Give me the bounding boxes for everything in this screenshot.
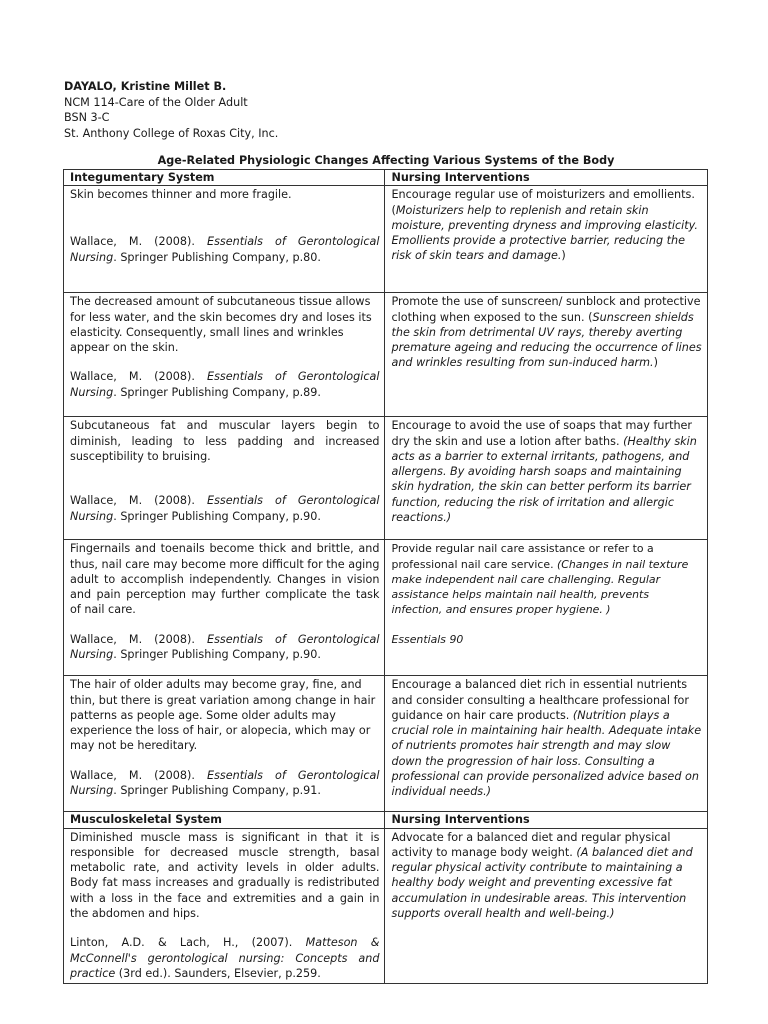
ref-rest: . Springer Publishing Company, p.90. bbox=[113, 648, 321, 662]
change-text: Skin becomes thinner and more fragile. bbox=[70, 188, 292, 202]
rationale-text: (Changes in nail texture make independent nail care challenging. Regular assistance helps maintain nail health, prevents infection, and ensures proper hygiene. ) bbox=[391, 557, 689, 617]
ref-author: Wallace, M. (2008). bbox=[70, 632, 195, 646]
school-name: St. Anthony College of Roxas City, Inc. bbox=[64, 126, 279, 140]
rationale-text: Moisturizers help to replenish and retain skin moisture, preventing dryness and improving elasticity. Emollients provide a protective barrier, reducing the risk of skin tears and damage. bbox=[391, 203, 698, 263]
intervention-text: Encourage regular use of moisturizers and emollients. ( bbox=[391, 188, 695, 217]
intervention-cell bbox=[385, 186, 708, 293]
change-cell bbox=[64, 828, 385, 984]
change-cell bbox=[64, 540, 385, 676]
ref-author: Wallace, M. (2008). bbox=[70, 494, 195, 508]
course-name: NCM 114-Care of the Older Adult bbox=[64, 95, 248, 109]
change-cell bbox=[64, 186, 385, 293]
section-header-row bbox=[64, 170, 708, 186]
intervention-text: Encourage to avoid the use of soaps that may further dry the skin and use a lotion after baths. bbox=[391, 419, 693, 448]
change-text: The hair of older adults may become gray, fine, and thin, but there is great variation among change in hair patterns as people age. Some older adults may experience the loss of hair, or alopecia, which may or may not be hereditary. bbox=[70, 678, 376, 753]
intervention-text: Advocate for a balanced diet and regular physical activity to manage body weight. bbox=[391, 830, 671, 859]
change-cell bbox=[64, 293, 385, 417]
change-cell bbox=[64, 417, 385, 540]
reference bbox=[70, 234, 379, 265]
reference bbox=[70, 369, 379, 400]
intervention-cell bbox=[385, 828, 708, 984]
ref-rest: . Springer Publishing Company, p.89. bbox=[113, 385, 321, 399]
reference bbox=[70, 768, 379, 799]
ref-title: Essentials of Gerontological Nursing bbox=[70, 370, 380, 399]
ref-title: Essentials of Gerontological Nursing bbox=[70, 632, 380, 662]
intervention-cell bbox=[385, 293, 708, 417]
intervention-text: Encourage a balanced diet rich in essential nutrients and consider consulting a healthcare professional for guidance on hair care products. bbox=[391, 678, 689, 722]
intervention-cell bbox=[385, 417, 708, 540]
ref-rest: (3rd ed.). Saunders, Elsevier, p.259. bbox=[115, 966, 321, 980]
ref-title: Essentials of Gerontological Nursing bbox=[70, 235, 380, 264]
intervention-cell bbox=[385, 676, 708, 812]
change-text: The decreased amount of subcutaneous tissue allows for less water, and the skin becomes dry and loses its elasticity. Consequently, small lines and wrinkles appear on the skin. bbox=[70, 295, 372, 355]
ref-author: Wallace, M. (2008). bbox=[70, 235, 195, 249]
ref-author: Wallace, M. (2008). bbox=[70, 768, 195, 782]
table-row bbox=[64, 293, 708, 417]
change-text: Diminished muscle mass is significant in that it is responsible for decreased muscle strength, basal metabolic rate, and activity levels in older adults. Body fat mass increases and gradually is redistributed with a loss in the face and extremities and a gain in the abdomen and hips. bbox=[70, 830, 380, 921]
closing-paren: ) bbox=[653, 356, 658, 370]
reference bbox=[70, 632, 379, 663]
table-row bbox=[64, 417, 708, 540]
student-header bbox=[64, 79, 278, 141]
ref-author: Linton, A.D. & Lach, H., (2007). bbox=[70, 936, 293, 950]
table-row bbox=[64, 676, 708, 812]
ref-rest: . Springer Publishing Company, p.90. bbox=[113, 509, 321, 523]
intervention-text: Promote the use of sunscreen/ sunblock and protective clothing when exposed to the sun. ( bbox=[391, 295, 701, 324]
table-row bbox=[64, 186, 708, 293]
change-text: Subcutaneous fat and muscular layers begin to diminish, leading to less padding and increased susceptibility to bruising. bbox=[70, 419, 380, 463]
rationale-text: Sunscreen shields the skin from detrimental UV rays, thereby averting premature ageing and reducing the occurrence of lines and wrinkles resulting from sun-induced harm. bbox=[391, 310, 702, 370]
section-name: BSN 3-C bbox=[64, 111, 110, 124]
ref-author: Wallace, M. (2008). bbox=[70, 370, 195, 384]
closing-paren: ) bbox=[561, 249, 566, 263]
reference bbox=[70, 935, 379, 981]
section-heading: Integumentary System bbox=[64, 170, 385, 186]
section-heading: Musculoskeletal System bbox=[64, 812, 385, 828]
interventions-heading: Nursing Interventions bbox=[385, 812, 708, 828]
intervention-text: Provide regular nail care assistance or refer to a professional nail care service. bbox=[391, 542, 654, 571]
student-name: DAYALO, Kristine Millet B. bbox=[64, 80, 227, 93]
intervention-paragraph bbox=[391, 541, 702, 617]
reference bbox=[70, 493, 379, 524]
change-cell bbox=[64, 676, 385, 812]
ref-rest: . Springer Publishing Company, p.91. bbox=[113, 784, 321, 798]
ref-title: Matteson & McConnell's gerontological nursing: Concepts and practice bbox=[70, 936, 380, 980]
table-row bbox=[64, 828, 708, 984]
rationale-text: (Healthy skin acts as a barrier to external irritants, pathogens, and allergens. By avoiding harsh soaps and maintaining skin hydration, the skin can better perform its barrier function, reducing the risk of irritation and allergic reactions.) bbox=[391, 434, 697, 525]
rationale-text: (Nutrition plays a crucial role in maintaining hair health. Adequate intake of nutrients promotes hair strength and may slow down the progression of hair loss. Consulting a professional can provide personalized advice based on individual needs.) bbox=[391, 708, 702, 799]
section-header-row bbox=[64, 812, 708, 828]
table-row bbox=[64, 540, 708, 676]
ref-title: Essentials of Gerontological Nursing bbox=[70, 494, 380, 523]
document-title: Age-Related Physiologic Changes Affecting Various Systems of the Body bbox=[157, 154, 615, 167]
intervention-cell bbox=[385, 540, 708, 676]
ref-rest: . Springer Publishing Company, p.80. bbox=[113, 250, 321, 264]
change-text: Fingernails and toenails become thick and brittle, and thus, nail care may become more difficult for the aging adult to accomplish independently. Changes in vision and pain perception may further complicate the task of nail care. bbox=[70, 542, 380, 617]
rationale-text: (A balanced diet and regular physical activity contribute to maintaining a healthy body weight and preventing excessive fat accumulation in undesirable areas. This intervention supports overall health and well-being.) bbox=[391, 845, 693, 921]
ref-title: Essentials of Gerontological Nursing bbox=[70, 768, 380, 798]
changes-table bbox=[63, 169, 708, 984]
extra-note: Essentials 90 bbox=[391, 632, 464, 646]
interventions-heading: Nursing Interventions bbox=[385, 170, 708, 186]
